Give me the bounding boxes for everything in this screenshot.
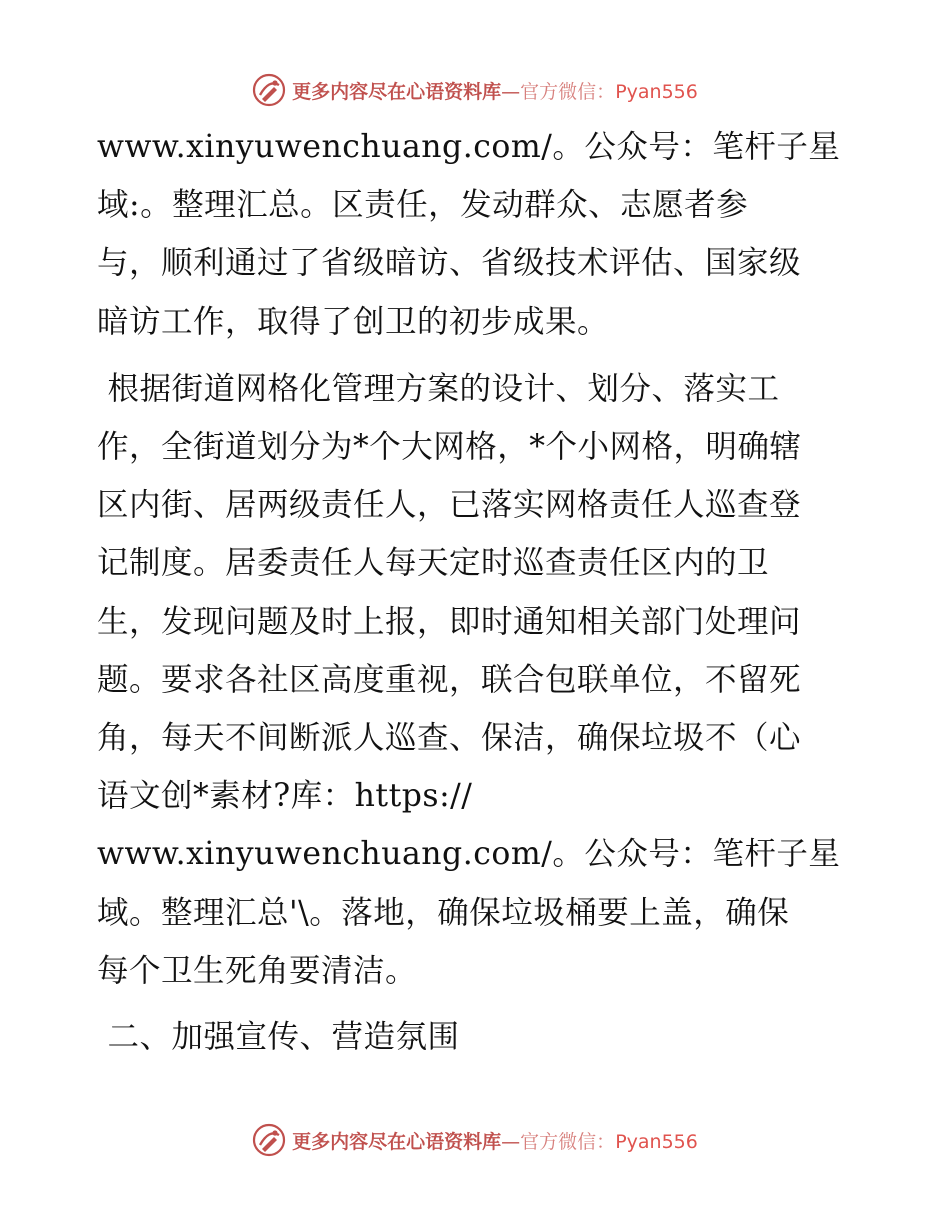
header-banner-wechat-id: Pyan556 <box>615 80 698 103</box>
paragraph-2-line: 生，发现问题及时上报，即时通知相关部门处理问 <box>97 603 802 640</box>
header-banner <box>0 70 950 110</box>
footer-banner-inner <box>252 1123 698 1157</box>
header-banner-text <box>292 77 698 104</box>
paragraph-2-line: 作，全街道划分为*个大网格，*个小网格，明确辖 <box>97 429 802 466</box>
header-banner-inner <box>252 73 698 107</box>
footer-banner-wechat-id: Pyan556 <box>615 1130 698 1153</box>
paragraph-gap <box>97 351 857 360</box>
library-logo-icon <box>252 1123 286 1157</box>
library-logo-icon <box>252 73 286 107</box>
footer-banner-lead: 更多内容尽在心语资料库 <box>292 1130 502 1153</box>
paragraph-2-line: 根据街道网格化管理方案的设计、划分、落实工 <box>97 370 780 407</box>
footer-banner <box>0 1120 950 1160</box>
paragraph-1-line: www.xinyuwenchuang.com/。公众号：笔杆子星 <box>97 129 841 165</box>
paragraph-1-line: 暗访工作，取得了创卫的初步成果。 <box>97 303 610 340</box>
paragraph-2-line: 每个卫生死角要清洁。 <box>97 952 418 989</box>
footer-banner-dash: — <box>501 1130 521 1153</box>
paragraph-2-line: 语文创*素材?库：https:// <box>97 778 473 815</box>
section-heading: 二、加强宣传、营造氛围 <box>97 1019 460 1056</box>
paragraph-1-line: 域:。整理汇总。区责任，发动群众、志愿者参 <box>97 187 749 224</box>
paragraph-2 <box>97 360 857 1000</box>
paragraph-2-line: 题。要求各社区高度重视，联合包联单位，不留死 <box>97 661 802 698</box>
paragraph-2-line: 区内街、居两级责任人，已落实网格责任人巡查登 <box>97 487 802 524</box>
paragraph-2-line: www.xinyuwenchuang.com/。公众号：笔杆子星 <box>97 836 841 873</box>
paragraph-2-line: 记制度。居委责任人每天定时巡查责任区内的卫 <box>97 545 770 582</box>
paragraph-2-line: 域。整理汇总'\。落地，确保垃圾桶要上盖，确保 <box>97 894 790 931</box>
footer-banner-text <box>292 1127 698 1154</box>
footer-banner-official: 官方微信： <box>520 1130 616 1153</box>
header-banner-official: 官方微信： <box>520 80 616 103</box>
paragraph-2-line: 角，每天不间断派人巡查、保洁，确保垃圾不（心 <box>97 720 802 757</box>
paragraph-1 <box>97 118 857 351</box>
header-banner-dash: — <box>501 80 521 103</box>
header-banner-lead: 更多内容尽在心语资料库 <box>292 80 502 103</box>
paragraph-1-line: 与，顺利通过了省级暗访、省级技术评估、国家级 <box>97 245 802 282</box>
document-body <box>97 118 857 1066</box>
